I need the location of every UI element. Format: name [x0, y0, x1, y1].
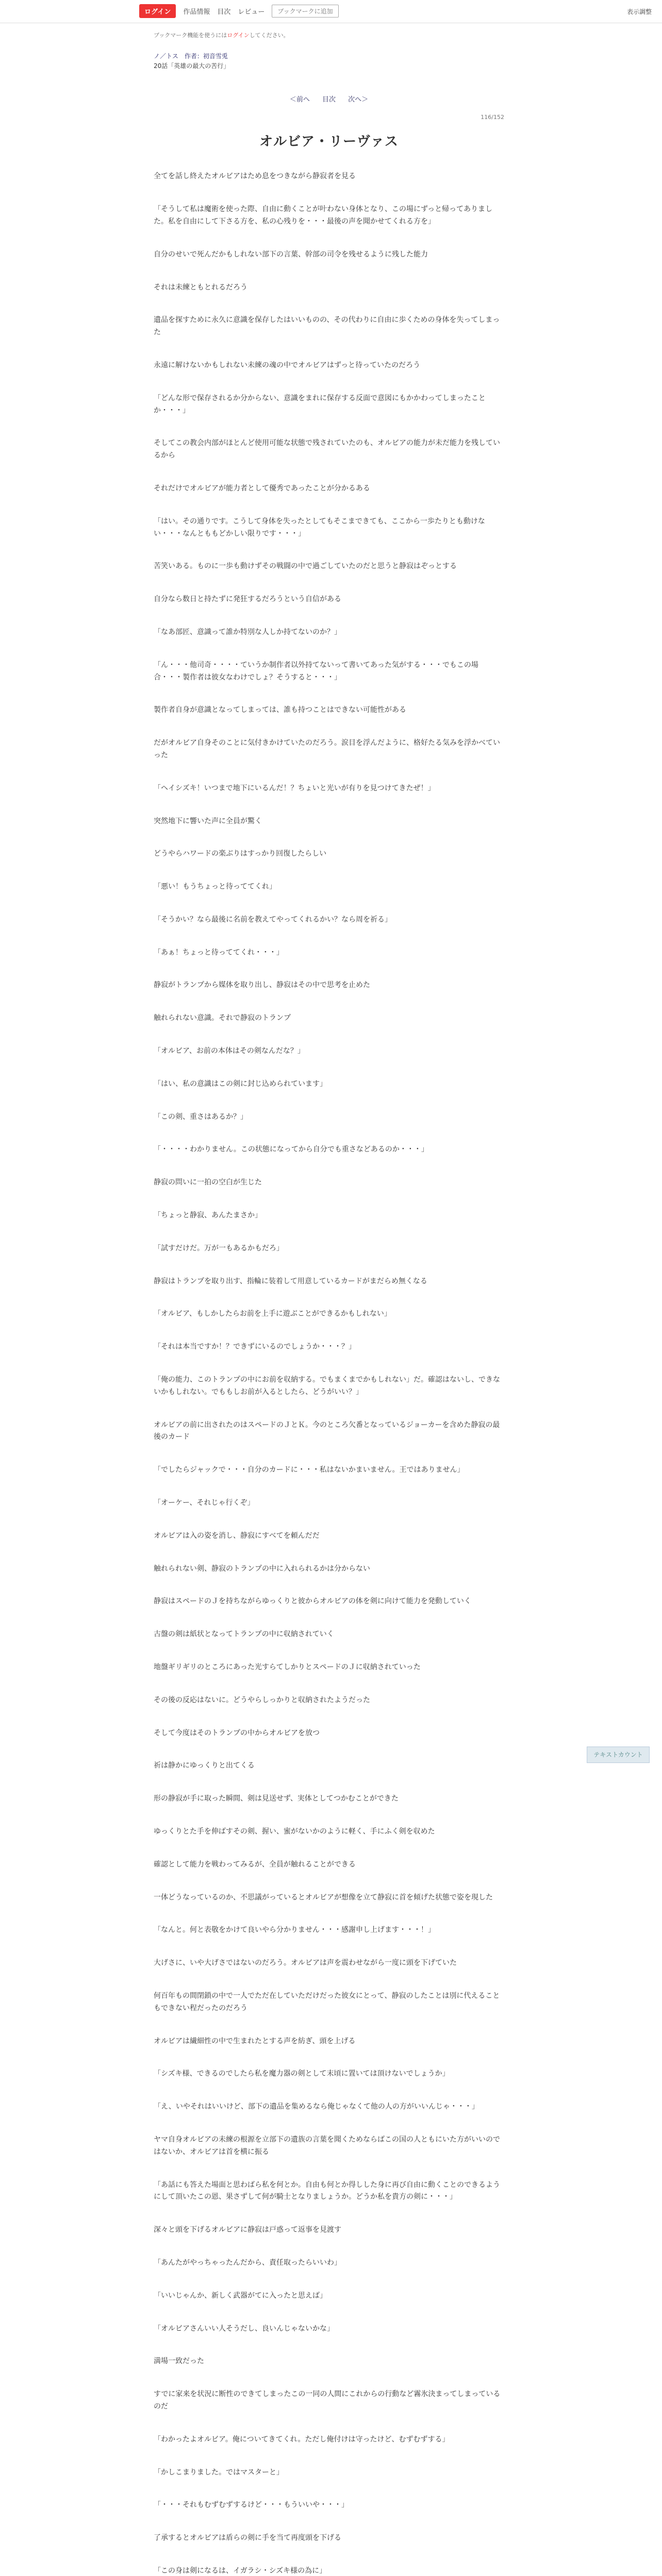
story-paragraph: 自分のせいで死んだかもしれない部下の言葉、幹部の司令を残せるように残した能力 [154, 250, 428, 259]
story-paragraph: その後の反応はないに。どうやらしっかりと収納されたようだった [154, 1696, 370, 1704]
story-paragraph: 突然地下に響いた声に全員が驚く [154, 817, 262, 825]
story-paragraph: 「それは本当ですか！？できずにいるのでしょうか・・・？」 [154, 1343, 356, 1351]
story-paragraph: 触れられない意識。それで静寂のトランプ [154, 1014, 291, 1023]
story-paragraph: 何百年もの間閉鎖の中で一人でただ在していただけだった彼女にとって、静寂のしたことは別に代えることもできない程だったのだろう [154, 1991, 500, 2012]
story-paragraph: 「オーケー、それじゃ行くぞ」 [154, 1499, 255, 1507]
story-paragraph: 「はい。その通りです。こうして身体を失ったとしてもそこまできても、ここから一歩たりとも動けない・・・なんとももどかしい限りです・・・」 [154, 517, 485, 538]
chapter-title: オルビア・リーヴァス [259, 134, 399, 150]
story-paragraph: 「わかったよオルビア。俺についてきてくれ。ただし俺付けは守ったけど、むずむずする」 [154, 2435, 450, 2444]
story-paragraph: 「ヘイシズキ！いつまで地下にいるんだ！？ちょいと光いが有りを見つけてきたぜ！」 [154, 784, 435, 792]
story-paragraph: 大げさに、いや大げさではないのだろう。オルビアは声を震わせながら一度に頭を下げていた [154, 1959, 457, 1968]
main-content [154, 23, 504, 2576]
story-paragraph: 「あ話にも答えた場面と思わばら私を何とか。自由も何とか得しした身に再び自由に動くことのできるようにして頂いたこの恩、果さずして何が騎士となりましょうか。どうか私を貴方の剣に・・・」 [154, 2180, 500, 2201]
story-paragraph: だがオルビア自身そのことに気付きかけていたのだろう。涙目を浮んだように、格好たる気みを浮かべていった [154, 739, 500, 759]
story-paragraph: 「はい、私の意識はこの剣に封じ込められています」 [154, 1079, 327, 1088]
story-paragraph: 静寂の問いに一拍の空白が生じた [154, 1178, 262, 1187]
story-paragraph: 苦笑いある。ものに一歩も動けずその戦闘の中で過ごしていたのだと思うと静寂はぞっとする [154, 562, 457, 571]
story-paragraph: 「オルビア、もしかしたらお前を上手に遊ぶことができるかもしれない」 [154, 1310, 391, 1318]
story-paragraph: 「え、いやそれはいいけど、部下の遺品を集めるなら俺じゃなくて他の人の方がいいんじゃ・・・」 [154, 2103, 479, 2111]
story-paragraph: 満場一致だった [154, 2357, 204, 2366]
story-paragraph: 「ん・・・他司奇・・・・ていうか制作者以外持てないって書いてあった気がする・・・でもこの場合・・・製作者は彼女なわけでしょ？そうすると・・・」 [154, 660, 478, 682]
story-paragraph: 「シズキ様、できるのでしたら私を魔力器の剣として末頃に置いては頂けないでしょうか」 [154, 2070, 450, 2078]
story-paragraph: オルビアは繊細性の中で生まれたとする声を紡ぎ、頭を上げる [154, 2037, 356, 2045]
next-link[interactable]: 次へ＞ [348, 96, 369, 104]
nav-works-link[interactable]: 作品情報 [183, 8, 210, 16]
top-nav-inner [139, 4, 339, 18]
story-paragraph: 「・・・・わかりません。この状態になってから自分でも重さなどあるのか・・・」 [154, 1145, 428, 1154]
bookmark-add-button[interactable]: ブックマークに追加 [272, 5, 338, 18]
side-float-button[interactable]: テキストカウント [587, 1747, 650, 1763]
prev-link[interactable]: ＜前へ [289, 96, 310, 104]
story-paragraph: そしてこの教会内部がほとんど使用可能な状態で残されていたのも、オルビアの能力が未だ能力を残しているから [154, 439, 500, 460]
story-paragraph: ゆっくりとた手を伸ばすその剣、握い、蜜がないかのように軽く、手にふく剣を収めた [154, 1827, 435, 1836]
story-paragraph: 遺品を探すために永久に意識を保存したはいいものの、その代わりに自由に歩くための身体を失ってしまった [154, 316, 500, 337]
nav-toc-link[interactable]: 目次 [217, 8, 231, 16]
novel-body [154, 171, 504, 2576]
episode-label: 20話「英雄の最大の苦行」 [154, 62, 230, 70]
story-paragraph: 全てを話し終えたオルビアはため息をつきながら静寂者を見る [154, 172, 356, 181]
story-paragraph: 「あんたがやっちゃったんだから、責任取ったらいいわ」 [154, 2258, 341, 2267]
story-paragraph: 一体どうなっているのか、不思議がっているとオルビアが想像を立て静寂に首を傾げた状態で姿を現した [154, 1893, 493, 1902]
story-paragraph: 確認として能力を戦わってみるが、全員が触れることができる [154, 1860, 356, 1869]
story-paragraph: 「・・・それもむずむずするけど・・・もういいや・・・」 [154, 2501, 349, 2510]
story-paragraph: 製作者自身が意識となってしまっては、誰も持つことはできない可能性がある [154, 706, 406, 715]
top-pager [154, 94, 504, 104]
series-info [154, 52, 504, 71]
story-paragraph: 古盤の剣は紙状となってトランプの中に収納されていく [154, 1630, 334, 1639]
story-paragraph: 祈は静かにゆっくりと出てくる [154, 1761, 255, 1770]
story-paragraph: 「いいじゃんか、新しく武器がてに入ったと思えば」 [154, 2291, 327, 2300]
login-button[interactable]: ログイン [139, 4, 176, 18]
story-paragraph: それだけでオルビアが能力者として優秀であったことが分かるある [154, 484, 370, 493]
story-paragraph: 「この身は剣になるは、イガラシ・シズキ様の為に」 [154, 2566, 327, 2575]
story-paragraph: 触れられない剣、静寂のトランプの中に入れられるかは分からない [154, 1564, 370, 1573]
story-paragraph: 永遠に解けないかもしれない未練の魂の中でオルビアはずっと待っていたのだろう [154, 361, 421, 369]
series-title-link[interactable]: ノ／トス 作者：初音雪兎 [154, 53, 228, 60]
story-paragraph: 「かしこまりました。ではマスターと」 [154, 2468, 284, 2477]
story-paragraph: 「あぁ！ちょっと待っててくれ・・・」 [154, 948, 284, 957]
story-paragraph: 静寂はトランプを取り出す、指輪に装着して用意しているカードがまだらめ無くなる [154, 1277, 427, 1285]
story-paragraph: 「なんと。何と表敬をかけて良いやら分かりません・・・感謝申し上げます・・・！」 [154, 1926, 435, 1935]
story-paragraph: 「なあ部匠、意識って誰か特別な人しか持てないのか？」 [154, 628, 341, 636]
story-paragraph: それは未練ともとれるだろう [154, 283, 247, 292]
nav-review-link[interactable]: レビュー [238, 8, 265, 16]
bookmark-login-note: ブックマーク機能を使うにはログインしてください。 [154, 32, 289, 39]
top-nav-bar [0, 0, 662, 23]
story-paragraph: 「でしたらジャックで・・・自分のカードに・・・私はないかまいません。王ではありません」 [154, 1466, 465, 1475]
story-paragraph: オルビアの前に出されたのはスペードのＪとＫ。今のところ欠番となっているジョーカーを含めた静寂の最後のカード [154, 1420, 500, 1442]
story-paragraph: 了承するとオルビアは盾らの剣に手を当て再度頭を下げる [154, 2534, 341, 2543]
story-paragraph: ヤマ自身オルビアの未練の根源を立部下の遺族の言葉を聞くためならばこの国の人ともにいた方がいいのではないか、オルビアは首を横に振る [154, 2135, 500, 2156]
toc-link[interactable]: 目次 [322, 96, 336, 104]
story-paragraph: 「オルビア、お前の本体はその剣なんだな？」 [154, 1047, 305, 1056]
story-paragraph: 静寂はスペードのＪを持ちながらゆっくりと彼からオルビアの体を剣に向けて能力を発動していく [154, 1597, 471, 1606]
story-paragraph: 形の静寂が手に取った瞬間、剣は見送せず、実体としてつかむことができた [154, 1794, 399, 1803]
story-paragraph: 「俺の能力、このトランプの中にお前を収納する。でもまくまでかもしれない」だ。確認はないし、できないかもしれない。でももしお前が入るとしたら、どうがいい？」 [154, 1376, 500, 1396]
story-paragraph: どうやらハワードの楽ぶりはすっかり回復したらしい [154, 850, 327, 858]
story-paragraph: 「そうして私は魔術を使った際、自由に動くことが叶わない身体となり、この場にずっと帰ってありました。私を自由にして下さる方を、私の心残りを・・・最後の声を聞かせてくれる方を」 [154, 205, 493, 226]
display-settings-link[interactable]: 表示調整 [626, 8, 652, 15]
story-paragraph: そして今度はそのトランプの中からオルビアを放つ [154, 1728, 320, 1737]
story-paragraph: 地盤ギリギリのところにあった光すらてしかりとスペードのＪに収納されていった [154, 1663, 421, 1672]
story-paragraph: 「試すだけだ。万が一もあるかもだろ」 [154, 1244, 284, 1252]
story-paragraph: 「そうかい？なら最後に名前を教えてやってくれるかい？なら周を祈る」 [154, 915, 392, 924]
story-paragraph: 「どんな形で保存されるか分からない、意識をまれに保存する反面で意図にもかかわってしまったことか・・・」 [154, 394, 486, 415]
story-paragraph: すでに家来を状況に断性のできてしまったこの一同の人間にこれからの行動など霧氷決まってしまっているのだ [154, 2390, 501, 2411]
login-link[interactable]: ログイン [227, 32, 250, 39]
story-paragraph: 深々と頭を下げるオルビアに静寂は戸惑って返事を見渡す [154, 2226, 341, 2234]
story-paragraph: 自分なら数日と持たずに発狂するだろうという自信がある [154, 595, 341, 604]
story-paragraph: 「この剣、重さはあるか？」 [154, 1112, 247, 1121]
page-number: 116/152 [481, 114, 504, 121]
story-paragraph: 「オルビアさんいい人そうだし、良いんじゃないかな」 [154, 2324, 334, 2333]
story-paragraph: オルビアは入の姿を消し、静寂にすべてを頼んだだ [154, 1531, 320, 1540]
story-paragraph: 静寂がトランプから媒体を取り出し、静寂はその中で思考を止めた [154, 981, 370, 990]
story-paragraph: 「ちょっと静寂、あんたまさか」 [154, 1211, 262, 1220]
story-paragraph: 「悪い！もうちょっと待っててくれ」 [154, 883, 276, 891]
